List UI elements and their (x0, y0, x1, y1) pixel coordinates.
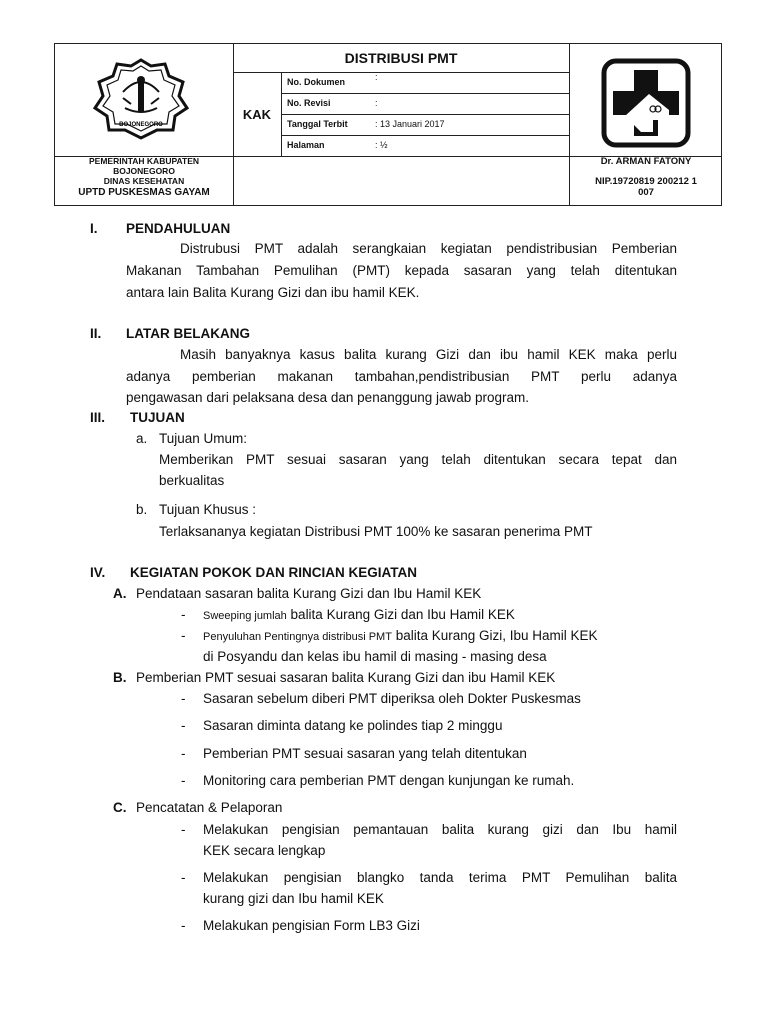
list-item: Monitoring cara pemberian PMT dengan kunjungan ke rumah. (203, 773, 575, 788)
list-marker: b. (136, 502, 148, 517)
paragraph-line: pengawasan dari pelaksana desa dan penanggung jawab program. (126, 390, 530, 405)
doc-row-revision (282, 93, 569, 114)
subsection-title: Pemberian PMT sesuai sasaran balita Kurang Gizi dan ibu Hamil KEK (136, 670, 556, 685)
regency-logo (93, 58, 189, 140)
document-title: DISTRIBUSI PMT (344, 50, 458, 66)
org-line: PEMERINTAH KABUPATEN (88, 156, 200, 166)
doc-row-label: Halaman (287, 140, 325, 150)
paragraph-line: Memberikan PMT sesuai sasaran yang telah ditentukan secara tepat dan (159, 452, 677, 467)
signer-nip: NIP.19720819 200212 1 (595, 176, 697, 187)
doc-row-value: : ½ (375, 140, 388, 150)
list-item-small: Sweeping jumlah (203, 610, 287, 622)
subsection-title: Pencatatan & Pelaporan (136, 800, 283, 815)
list-marker: a. (136, 431, 148, 446)
paragraph-line: Masih banyaknya kasus balita kurang Gizi dan ibu hamil KEK maka perlu (180, 347, 677, 362)
signer-name: Dr. ARMAN FATONY (600, 156, 692, 167)
paragraph-line: berkualitas (159, 473, 225, 488)
doc-row-value: : (375, 72, 378, 82)
section-number: II. (90, 326, 102, 341)
doc-row-label: No. Revisi (287, 98, 331, 108)
section-number: III. (90, 410, 106, 425)
list-item-text: balita Kurang Gizi dan Ibu Hamil KEK (290, 607, 515, 622)
list-item-cont: kurang gizi dan Ibu hamil KEK (203, 891, 384, 906)
list-item (203, 628, 598, 643)
list-item: Melakukan pengisian blangko tanda terima PMT Pemulihan balita (203, 870, 677, 885)
list-item: Sasaran diminta datang ke polindes tiap 2 minggu (203, 718, 503, 733)
puskesmas-logo (601, 58, 691, 148)
dash-marker: - (181, 773, 186, 788)
dash-marker: - (181, 746, 186, 761)
list-item-text: balita Kurang Gizi, Ibu Hamil KEK (395, 628, 598, 643)
list-marker: A. (113, 586, 127, 601)
list-item: Sasaran sebelum diberi PMT diperiksa oleh Dokter Puskesmas (203, 691, 581, 706)
section-title: LATAR BELAKANG (126, 326, 250, 341)
paragraph-line: adanya pemberian makanan tambahan,pendistribusian PMT perlu adanya (126, 369, 677, 384)
signer-block (569, 156, 723, 206)
subsection-title: Tujuan Khusus : (159, 502, 257, 517)
logo-text: BOJONEGORO (119, 122, 163, 128)
dash-marker: - (181, 822, 186, 837)
doc-row-value: : 13 Januari 2017 (375, 119, 445, 129)
list-item (203, 607, 515, 622)
paragraph-line: antara lain Balita Kurang Gizi dan ibu hamil KEK. (126, 285, 420, 300)
dash-marker: - (181, 918, 186, 933)
doc-row-value: : (375, 98, 378, 108)
signer-nip-cont: 007 (638, 187, 654, 198)
org-line: DINAS KESEHATAN (103, 176, 185, 186)
list-item-small: Penyuluhan Pentingnya distribusi PMT (203, 631, 392, 643)
dash-marker: - (181, 628, 186, 643)
org-line: UPTD PUSKESMAS GAYAM (78, 187, 210, 198)
paragraph-line: Distrubusi PMT adalah serangkaian kegiatan pendistribusian Pemberian (180, 241, 677, 256)
kak-label: KAK (242, 106, 272, 122)
doc-row-page (282, 135, 569, 156)
doc-row-number (282, 72, 569, 93)
dash-marker: - (181, 607, 186, 622)
paragraph-line: Makanan Tambahan Pemulihan (PMT) kepada sasaran yang telah ditentukan (126, 263, 677, 278)
section-number: I. (90, 221, 98, 236)
org-line: BOJONEGORO (113, 166, 175, 176)
dash-marker: - (181, 870, 186, 885)
list-item-cont: KEK secara lengkap (203, 843, 326, 858)
doc-row-label: No. Dokumen (287, 77, 346, 87)
section-title: KEGIATAN POKOK DAN RINCIAN KEGIATAN (130, 565, 417, 580)
subsection-title: Tujuan Umum: (159, 431, 248, 446)
dash-marker: - (181, 691, 186, 706)
organization-block (55, 156, 233, 206)
list-marker: C. (113, 800, 127, 815)
paragraph-line: Terlaksananya kegiatan Distribusi PMT 100% ke sasaran penerima PMT (159, 524, 593, 539)
list-item-cont: di Posyandu dan kelas ibu hamil di masing - masing desa (203, 649, 547, 664)
section-number: IV. (90, 565, 106, 580)
list-marker: B. (113, 670, 127, 685)
section-title: TUJUAN (130, 410, 185, 425)
document-header-table (54, 43, 722, 206)
doc-row-label: Tanggal Terbit (287, 119, 348, 129)
list-item: Pemberian PMT sesuai sasaran yang telah ditentukan (203, 746, 527, 761)
list-item: Melakukan pengisian Form LB3 Gizi (203, 918, 420, 933)
dash-marker: - (181, 718, 186, 733)
doc-row-date (282, 114, 569, 135)
list-item: Melakukan pengisian pemantauan balita kurang gizi dan Ibu hamil (203, 822, 677, 837)
subsection-title: Pendataan sasaran balita Kurang Gizi dan Ibu Hamil KEK (136, 586, 482, 601)
section-title: PENDAHULUAN (126, 221, 231, 236)
